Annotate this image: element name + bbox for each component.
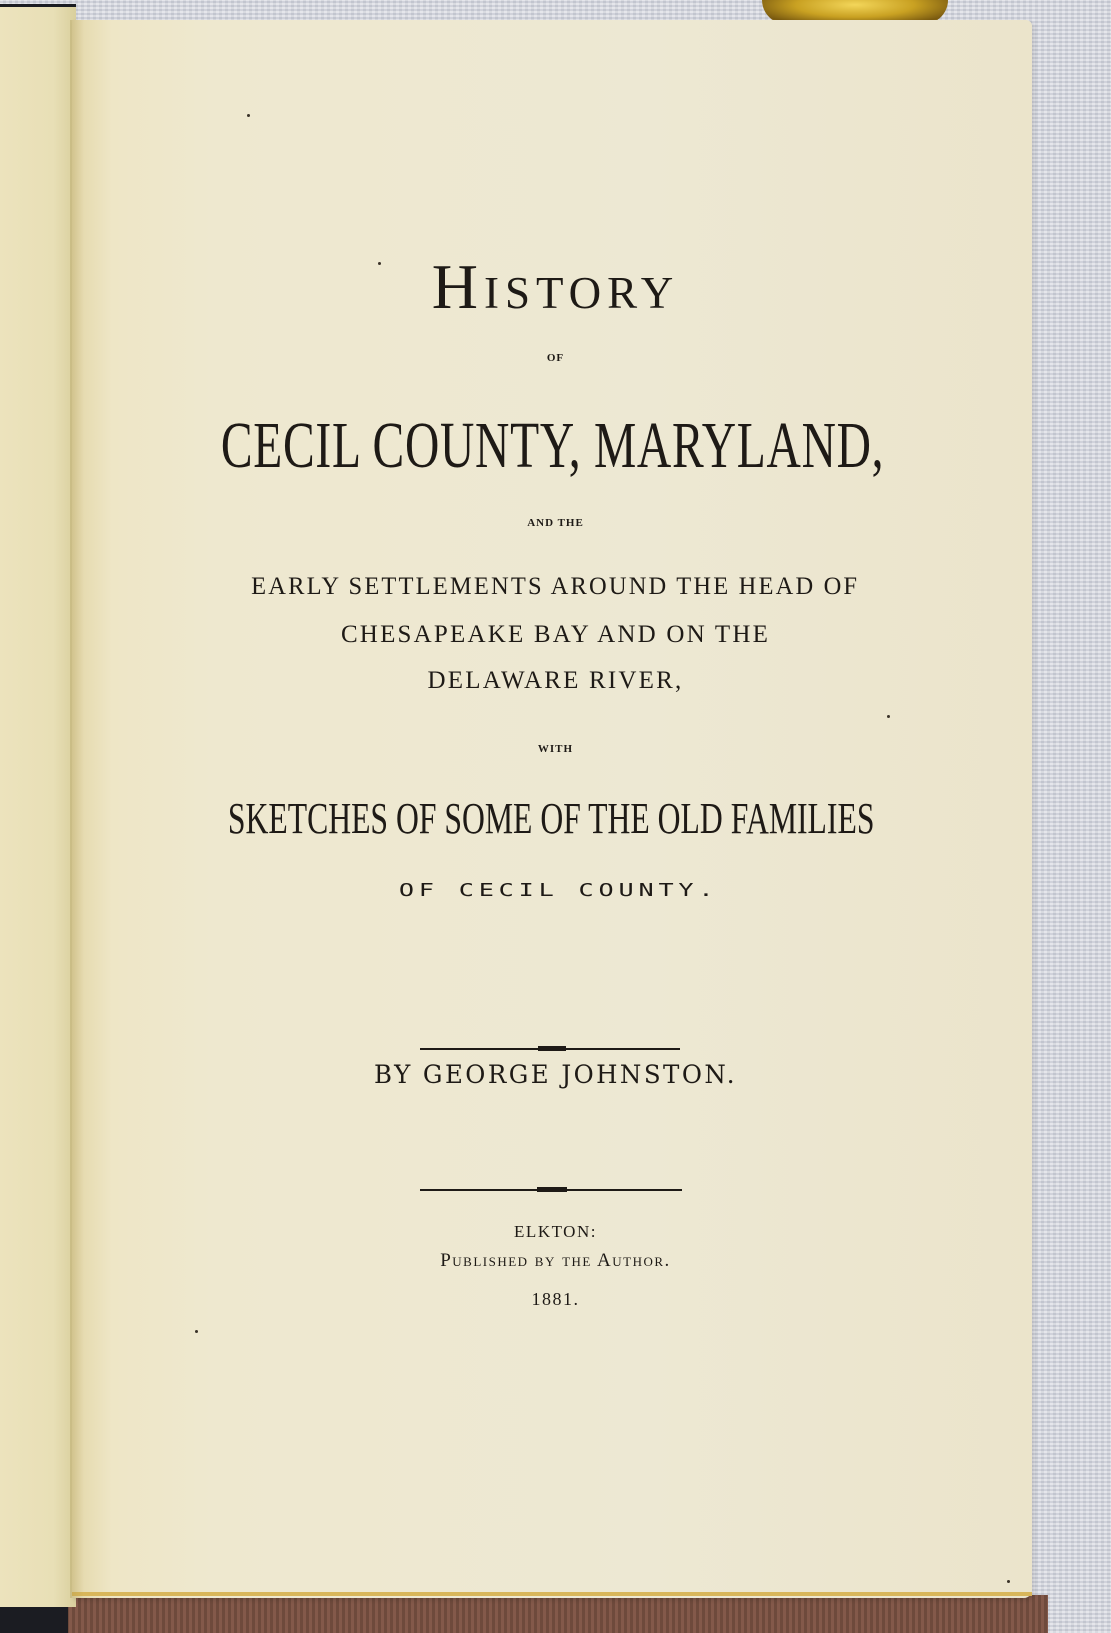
and-the: AND THE: [527, 517, 584, 529]
imprint-year: 1881.: [531, 1289, 580, 1309]
page-edge: [72, 1592, 1032, 1596]
title-history: History: [431, 251, 680, 322]
subtitle-line-3: DELAWARE RIVER,: [427, 667, 684, 694]
title-of: OF: [546, 352, 565, 364]
imprint-publisher: Published by the Author.: [440, 1250, 671, 1271]
paper-speck: [1007, 1580, 1010, 1583]
rule-2-center-mark: [537, 1187, 567, 1192]
paper-speck: [195, 1330, 198, 1333]
paper-speck: [247, 114, 250, 117]
book-cover-edge: [48, 1595, 1048, 1633]
subtitle-line-2: CHESAPEAKE BAY AND ON THE: [340, 621, 771, 648]
paper-speck: [887, 715, 890, 718]
paper-speck: [378, 262, 381, 265]
subtitle-line-1: EARLY SETTLEMENTS AROUND THE HEAD OF: [251, 573, 860, 600]
rule-1-center-mark: [538, 1046, 566, 1051]
imprint-place: ELKTON:: [514, 1222, 597, 1241]
of-cecil-county: OF CECIL COUNTY.: [398, 880, 719, 901]
sketches-heading: SKETCHES OF SOME OF THE OLD FAMILIES: [227, 794, 875, 843]
with-label: WITH: [537, 743, 574, 755]
title-county: CECIL COUNTY, MARYLAND,: [220, 409, 885, 482]
author-byline: BY GEORGE JOHNSTON.: [374, 1060, 737, 1089]
left-endpaper: [0, 4, 76, 1607]
